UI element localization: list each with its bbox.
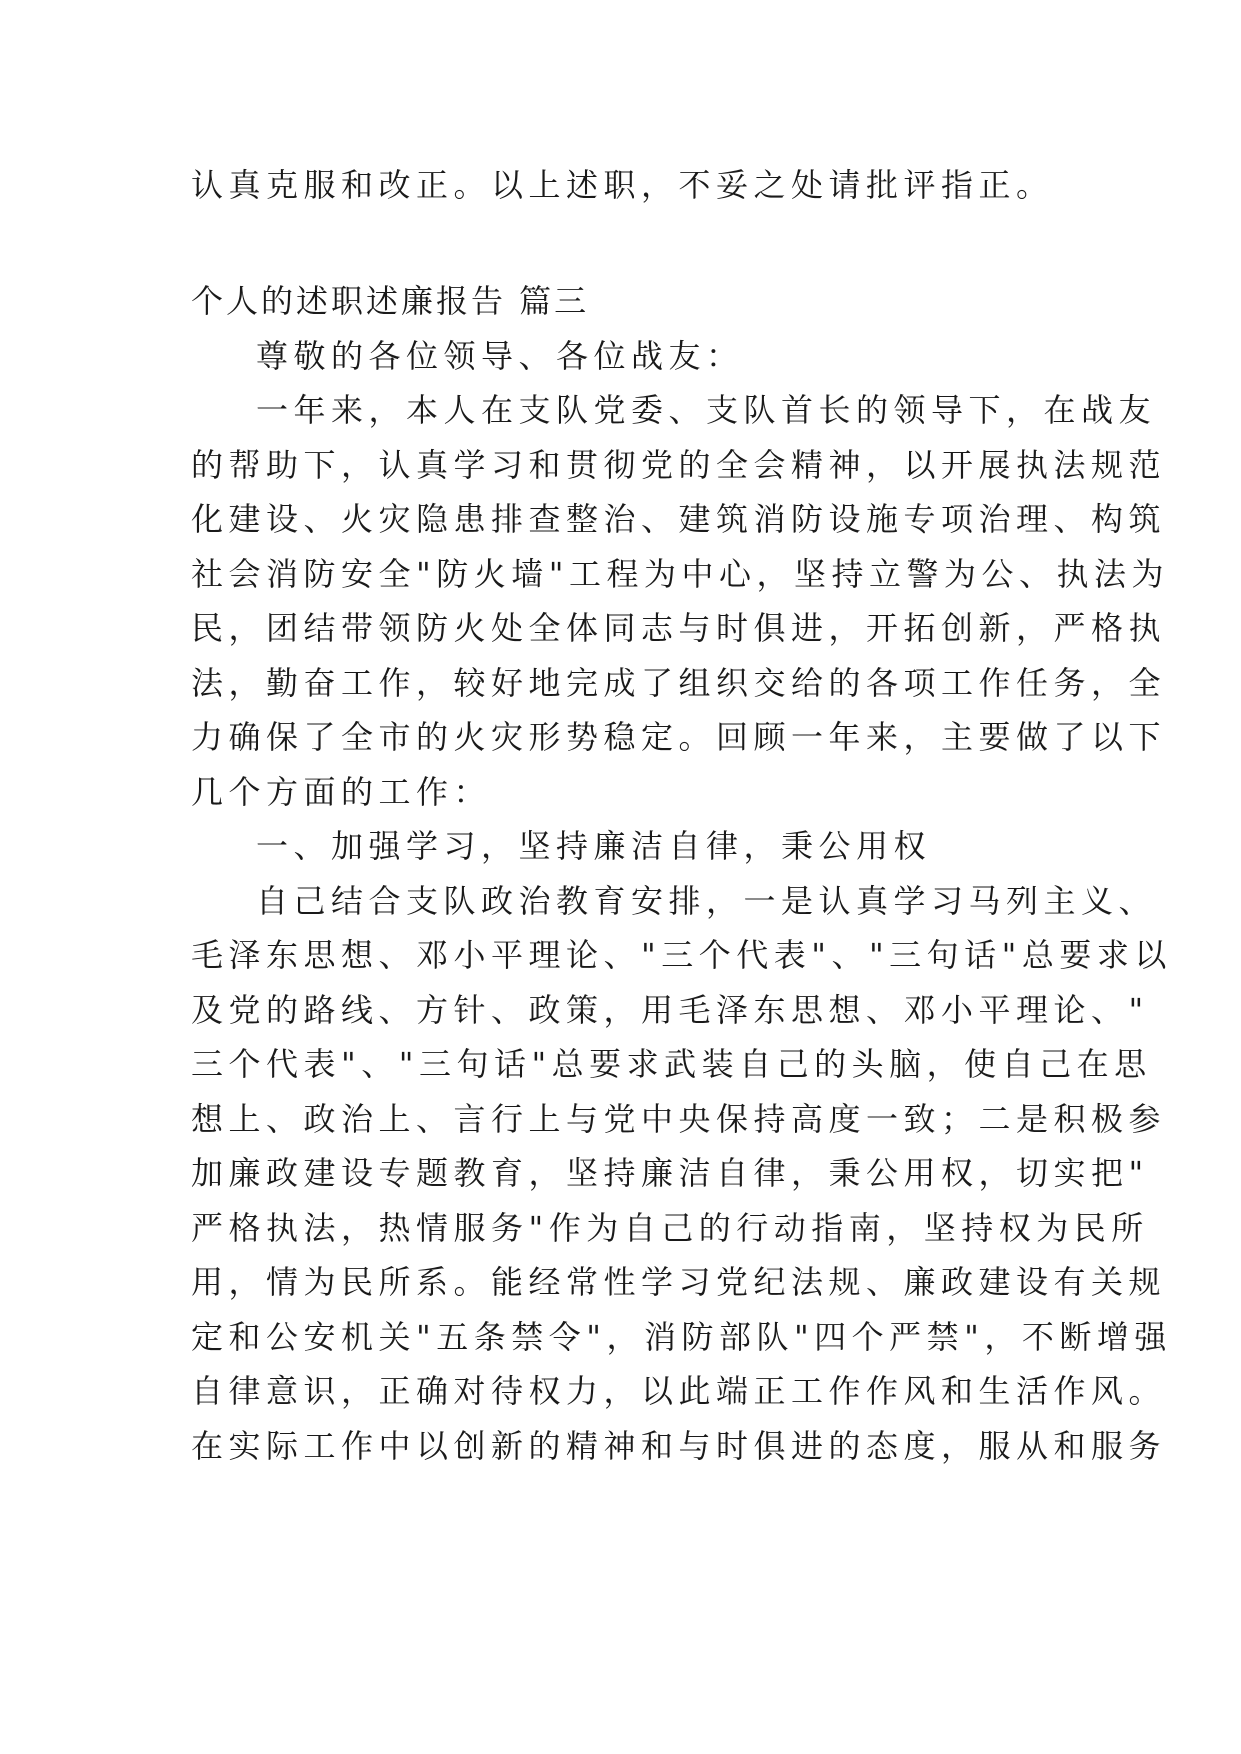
paragraph-line: 化建设、火灾隐患排查整治、建筑消防设施专项治理、构筑	[191, 500, 1167, 538]
paragraph-line: 的帮助下，认真学习和贯彻党的全会精神，以开展执法规范	[191, 446, 1167, 484]
subheading-1: 一、加强学习，坚持廉洁自律，秉公用权	[256, 827, 932, 865]
paragraph-line: 自律意识，正确对待权力，以此端正工作作风和生活作风。	[191, 1372, 1167, 1410]
paragraph-line: 加廉政建设专题教育，坚持廉洁自律，秉公用权，切实把"	[191, 1154, 1149, 1192]
paragraph-line: 及党的路线、方针、政策，用毛泽东思想、邓小平理论、"	[191, 991, 1149, 1029]
paragraph-line: 三个代表"、"三句话"总要求武装自己的头脑，使自己在思	[191, 1045, 1152, 1083]
paragraph-line: 一年来，本人在支队党委、支队首长的领导下，在战友	[256, 391, 1157, 429]
paragraph-line: 用，情为民所系。能经常性学习党纪法规、廉政建设有关规	[191, 1263, 1167, 1301]
section-title: 个人的述职述廉报告 篇三	[191, 282, 590, 320]
paragraph-line: 民，团结带领防火处全体同志与时俱进，开拓创新，严格执	[191, 609, 1167, 647]
paragraph-line: 力确保了全市的火灾形势稳定。回顾一年来，主要做了以下	[191, 718, 1167, 756]
salutation: 尊敬的各位领导、各位战友：	[256, 337, 744, 375]
closing-line: 认真克服和改正。以上述职，不妥之处请批评指正。	[191, 166, 1054, 204]
paragraph-line: 社会消防安全"防火墙"工程为中心，坚持立警为公、执法为	[191, 555, 1169, 593]
paragraph-line: 在实际工作中以创新的精神和与时俱进的态度，服从和服务	[191, 1427, 1167, 1465]
paragraph-line: 想上、政治上、言行上与党中央保持高度一致；二是积极参	[191, 1100, 1167, 1138]
paragraph-line: 法，勤奋工作，较好地完成了组织交给的各项工作任务，全	[191, 664, 1167, 702]
paragraph-line: 自己结合支队政治教育安排，一是认真学习马列主义、	[256, 882, 1157, 920]
paragraph-line: 毛泽东思想、邓小平理论、"三个代表"、"三句话"总要求以	[191, 936, 1172, 974]
paragraph-line: 定和公安机关"五条禁令"，消防部队"四个严禁"，不断增强	[191, 1318, 1172, 1356]
paragraph-line: 严格执法，热情服务"作为自己的行动指南，坚持权为民所	[191, 1209, 1149, 1247]
paragraph-line: 几个方面的工作：	[191, 773, 492, 811]
